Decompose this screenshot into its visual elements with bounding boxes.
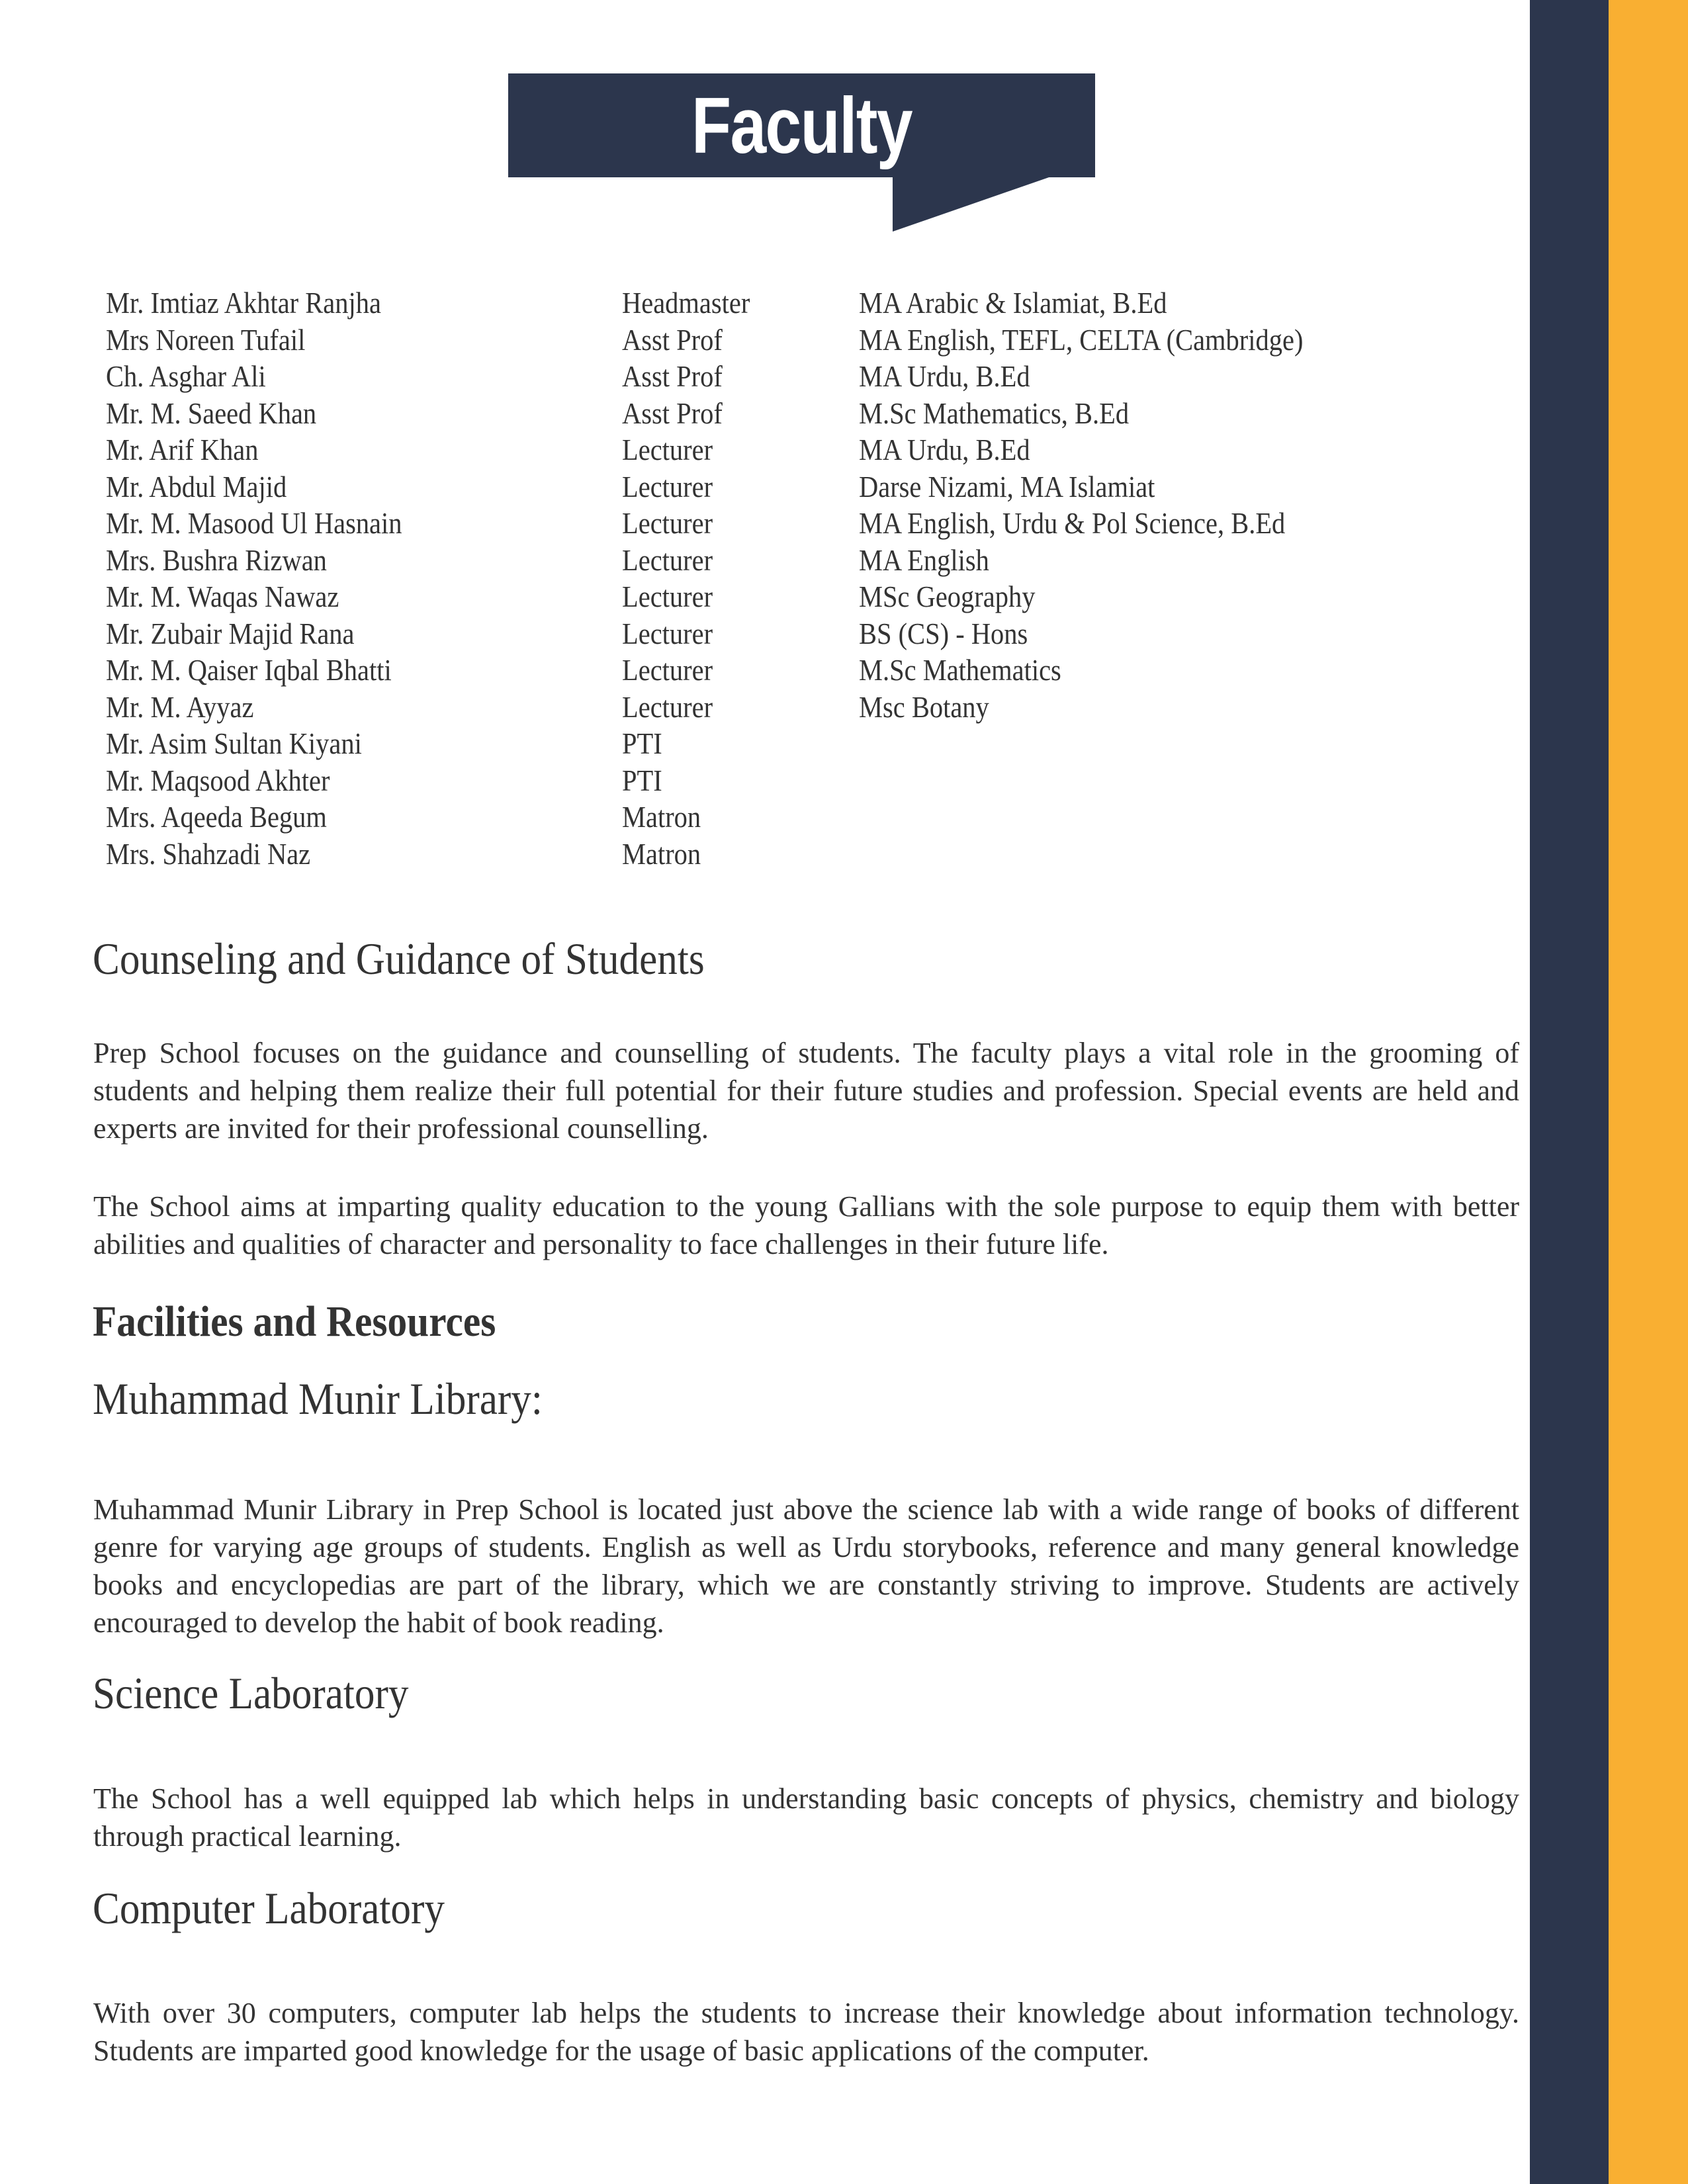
counseling-text-1: Prep School focuses on the guidance and counselling of students. The faculty plays a vital role in the grooming of students and helping them realize their full potential for their future studies and profession. Special events are held and experts are invited for their professional counselling. xyxy=(93,1037,1519,1145)
faculty-row xyxy=(106,322,1429,359)
faculty-banner xyxy=(508,73,1095,177)
faculty-name: Mr. Maqsood Akhter xyxy=(106,763,330,797)
faculty-name: Mrs. Bushra Rizwan xyxy=(106,543,327,577)
science-lab-paragraph xyxy=(93,1780,1519,1855)
faculty-name: Mr. Abdul Majid xyxy=(106,469,287,503)
faculty-qualification: MSc Geography xyxy=(859,580,1036,613)
faculty-designation: Lecturer xyxy=(622,616,713,650)
faculty-row xyxy=(106,578,1429,615)
faculty-qualification: MA English, Urdu & Pol Science, B.Ed xyxy=(859,506,1286,540)
faculty-row xyxy=(106,431,1429,468)
faculty-name: Mr. M. Masood Ul Hasnain xyxy=(106,506,402,540)
science-lab-text: The School has a well equipped lab which helps in understanding basic concepts of physics, chemistry and biology through practical learning. xyxy=(93,1782,1519,1853)
faculty-name: Mr. Asim Sultan Kiyani xyxy=(106,726,362,760)
faculty-name: Mrs Noreen Tufail xyxy=(106,322,306,357)
faculty-name: Mr. M. Qaiser Iqbal Bhatti xyxy=(106,653,392,687)
faculty-name: Mr. M. Waqas Nawaz xyxy=(106,580,339,613)
faculty-designation: Lecturer xyxy=(622,653,713,687)
orange-side-stripe xyxy=(1609,0,1688,2184)
faculty-qualification: MA Arabic & Islamiat, B.Ed xyxy=(859,286,1167,320)
faculty-name: Mrs. Shahzadi Naz xyxy=(106,836,311,871)
faculty-qualification: M.Sc Mathematics, B.Ed xyxy=(859,396,1130,430)
faculty-designation: Lecturer xyxy=(622,689,713,724)
faculty-name: Mr. M. Saeed Khan xyxy=(106,396,317,430)
banner-tail-shape xyxy=(893,176,1053,232)
facilities-heading: Facilities and Resources xyxy=(93,1297,496,1346)
library-paragraph xyxy=(93,1491,1519,1641)
faculty-qualification: M.Sc Mathematics xyxy=(859,653,1061,687)
faculty-qualification: Darse Nizami, MA Islamiat xyxy=(859,469,1155,503)
faculty-qualification: MA English, TEFL, CELTA (Cambridge) xyxy=(859,322,1304,357)
computer-lab-heading: Computer Laboratory xyxy=(93,1883,445,1933)
faculty-qualification: BS (CS) - Hons xyxy=(859,616,1028,650)
faculty-qualification: MA Urdu, B.Ed xyxy=(859,433,1030,466)
faculty-name: Mr. Imtiaz Akhtar Ranjha xyxy=(106,286,381,320)
faculty-designation: Asst Prof xyxy=(622,396,723,430)
faculty-designation: Headmaster xyxy=(622,286,750,320)
faculty-designation: PTI xyxy=(622,726,662,760)
counseling-heading: Counseling and Guidance of Students xyxy=(93,934,705,984)
library-heading: Muhammad Munir Library: xyxy=(93,1374,543,1424)
counseling-paragraph-2 xyxy=(93,1188,1519,1263)
faculty-designation: Lecturer xyxy=(622,543,713,577)
computer-lab-text: With over 30 computers, computer lab helps the students to increase their knowledge about information technology. Students are imparted good knowledge for the usage of basic applications of the computer. xyxy=(93,1997,1519,2067)
faculty-name: Mr. Arif Khan xyxy=(106,433,259,466)
faculty-row xyxy=(106,395,1429,432)
faculty-name: Mrs. Aqeeda Begum xyxy=(106,800,327,834)
faculty-designation: Matron xyxy=(622,800,701,834)
faculty-designation: Asst Prof xyxy=(622,359,723,393)
faculty-qualification: MA English xyxy=(859,543,989,577)
faculty-row xyxy=(106,615,1429,652)
faculty-row xyxy=(106,505,1429,542)
faculty-name: Mr. M. Ayyaz xyxy=(106,689,254,724)
computer-lab-paragraph xyxy=(93,1994,1519,2070)
navy-side-stripe xyxy=(1530,0,1609,2184)
faculty-row xyxy=(106,284,1429,322)
library-text: Muhammad Munir Library in Prep School is located just above the science lab with a wide range of books of different genre for varying age groups of students. English as well as Urdu storybooks, reference and many general knowledge books and encyclopedias are part of the library, which we are constantly striving to improve. Students are actively encouraged to develop the habit of book reading. xyxy=(93,1493,1519,1639)
faculty-row xyxy=(106,689,1429,726)
faculty-qualification: Msc Botany xyxy=(859,689,989,724)
faculty-row xyxy=(106,468,1429,505)
faculty-row xyxy=(106,836,1429,873)
faculty-row xyxy=(106,542,1429,579)
faculty-qualification: MA Urdu, B.Ed xyxy=(859,359,1030,393)
faculty-designation: Lecturer xyxy=(622,580,713,613)
faculty-row xyxy=(106,799,1429,836)
science-lab-heading: Science Laboratory xyxy=(93,1668,409,1718)
counseling-paragraph-1 xyxy=(93,1034,1519,1147)
faculty-row xyxy=(106,358,1429,395)
faculty-designation: Asst Prof xyxy=(622,322,723,357)
faculty-designation: Matron xyxy=(622,836,701,871)
faculty-designation: Lecturer xyxy=(622,433,713,466)
faculty-row xyxy=(106,652,1429,689)
faculty-row xyxy=(106,725,1429,762)
faculty-designation: Lecturer xyxy=(622,506,713,540)
faculty-name: Mr. Zubair Majid Rana xyxy=(106,616,355,650)
counseling-text-2: The School aims at imparting quality education to the young Gallians with the sole purpose to equip them with better abilities and qualities of character and personality to face challenges in their future life. xyxy=(93,1190,1519,1260)
faculty-list xyxy=(106,284,1429,872)
page-title: Faculty xyxy=(691,81,912,170)
faculty-name: Ch. Asghar Ali xyxy=(106,359,266,393)
faculty-designation: Lecturer xyxy=(622,469,713,503)
faculty-row xyxy=(106,762,1429,799)
faculty-designation: PTI xyxy=(622,763,662,797)
